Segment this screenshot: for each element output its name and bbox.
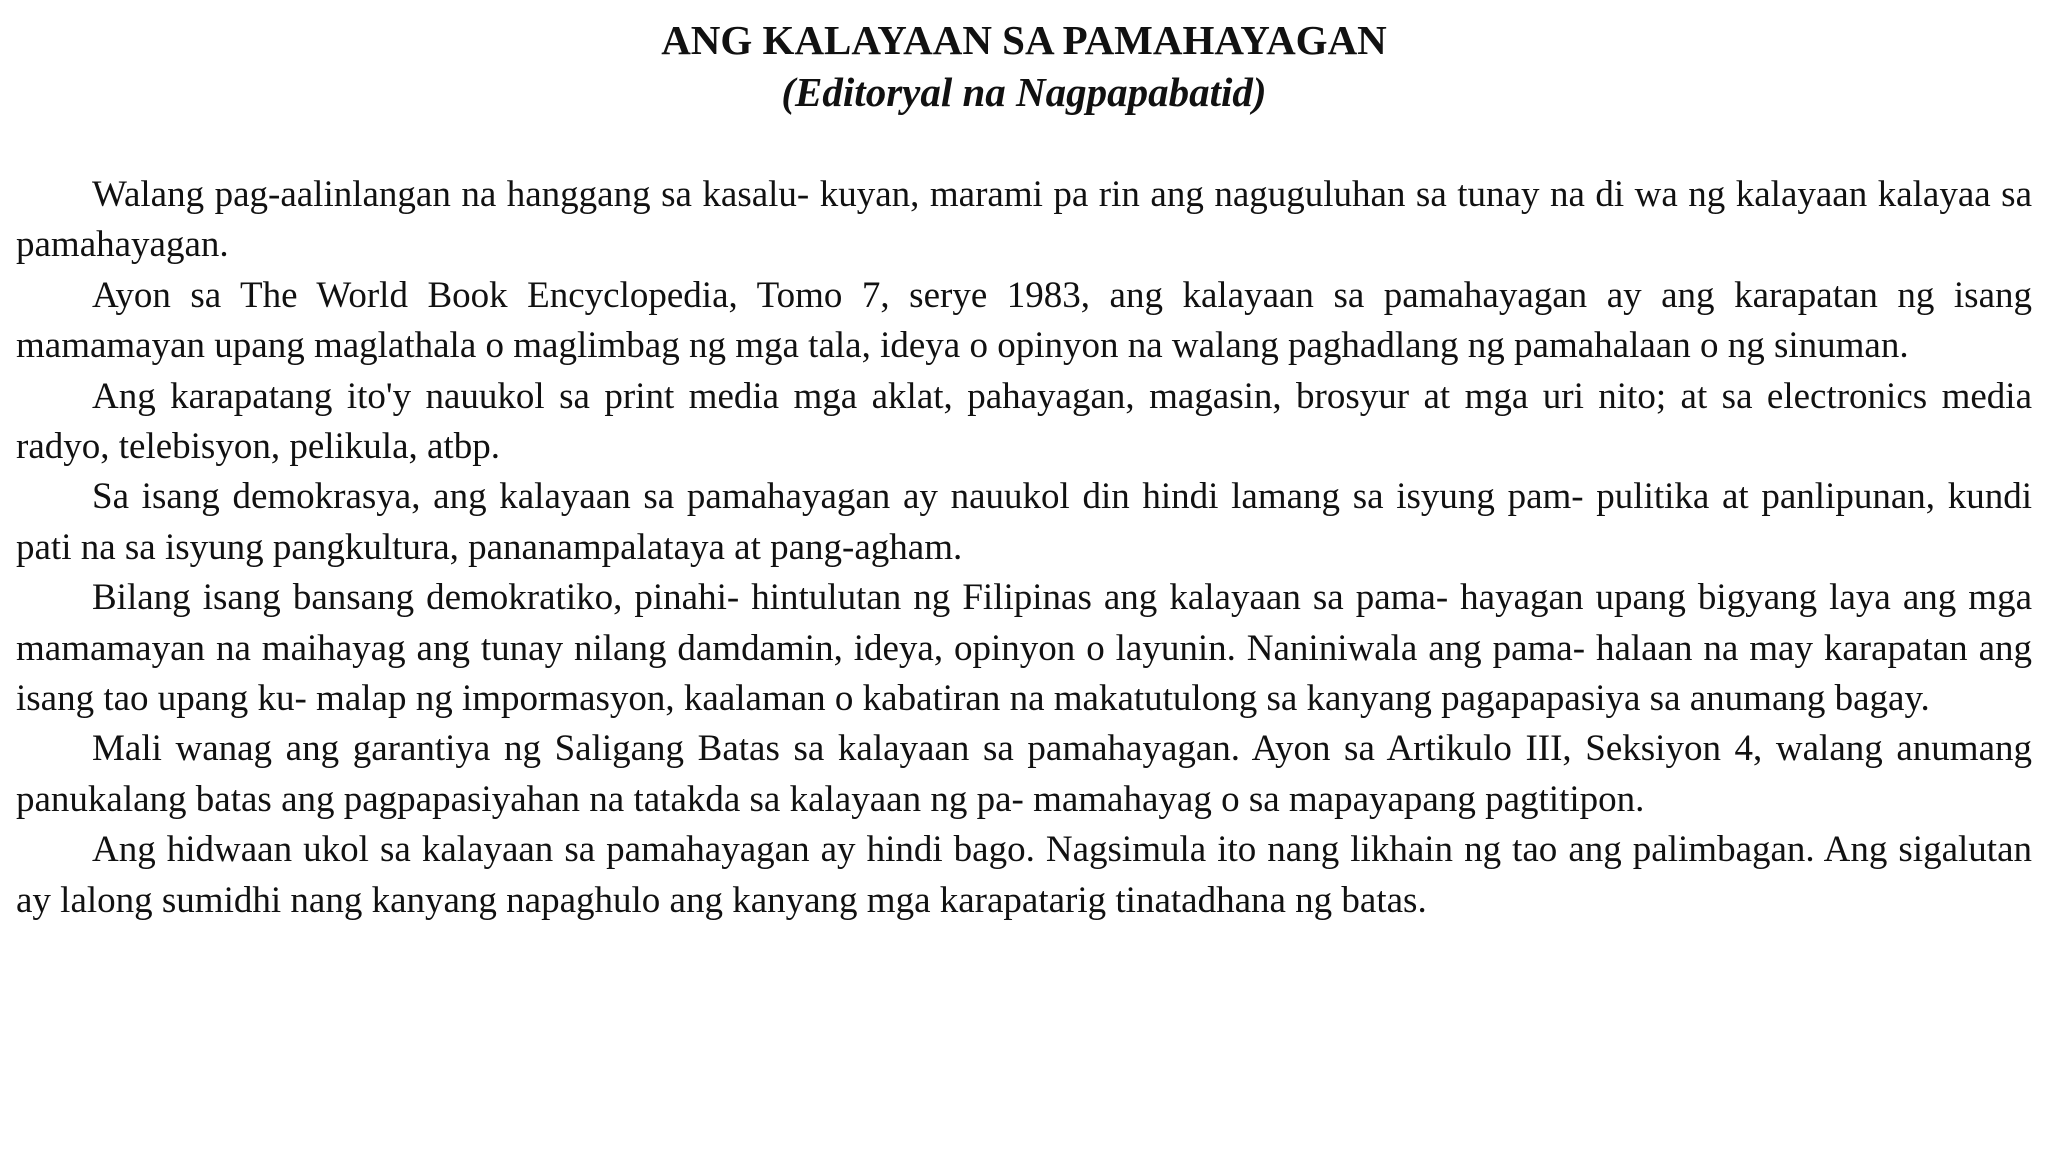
page-subtitle: (Editoryal na Nagpapabatid) — [781, 69, 1267, 115]
paragraph: Bilang isang bansang demokratiko, pinahi- hintulutan ng Filipinas ang kalayaan sa pama- hayagan upang bigyang laya ang mga mamamayan na maihayag ang tunay nilang damdamin, ideya, opinyon o layunin. Naniniwala ang pama- halaan na may karapatan ang isang tao upang ku- malap ng impormasyon, kaalaman o kabatiran na makatutulong sa kanyang pagapapasiya sa anumang bagay. — [16, 577, 2032, 720]
paragraph: Ayon sa The World Book Encyclopedia, Tomo 7, serye 1983, ang kalayaan sa pamahayagan ay ang karapatan ng isang mamamayan upang maglathala o maglimbag ng mga tala, ideya o opinyon na walang paghadlang ng pamahalaan o ng sinuman. — [16, 274, 2032, 367]
paragraph: Ang hidwaan ukol sa kalayaan sa pamahayagan ay hindi bago. Nagsimula ito nang likhain ng tao ang palimbagan. Ang sigalutan ay lalong sumidhi nang kanyang napaghulo ang kanyang mga karapatarig tinatadhana ng batas. — [16, 829, 2032, 921]
paragraph: Walang pag-aalinlangan na hanggang sa kasalu- kuyan, marami pa rin ang naguguluhan sa tunay na di wa ng kalayaan kalayaa sa pamahayagan. — [16, 174, 2032, 266]
editorial-page — [16, 14, 2032, 926]
paragraph: Sa isang demokrasya, ang kalayaan sa pamahayagan ay nauukol din hindi lamang sa isyung pam- pulitika at panlipunan, kundi pati na sa isyung pangkultura, pananampalataya at pang-agham. — [16, 476, 2032, 568]
article-body — [16, 170, 2032, 926]
paragraph: Mali wanag ang garantiya ng Saligang Batas sa kalayaan sa pamahayagan. Ayon sa Artikulo III, Seksiyon 4, walang anumang panukalang batas ang pagpapasiyahan na tatakda sa kalayaan ng pa- mamahayag o sa mapayapang pagtitipon. — [16, 728, 2032, 820]
paragraph: Ang karapatang ito'y nauukol sa print media mga aklat, pahayagan, magasin, brosyur at mga uri nito; at sa electronics media radyo, telebisyon, pelikula, atbp. — [16, 375, 2032, 468]
page-title: ANG KALAYAAN SA PAMAHAYAGAN — [661, 17, 1387, 63]
